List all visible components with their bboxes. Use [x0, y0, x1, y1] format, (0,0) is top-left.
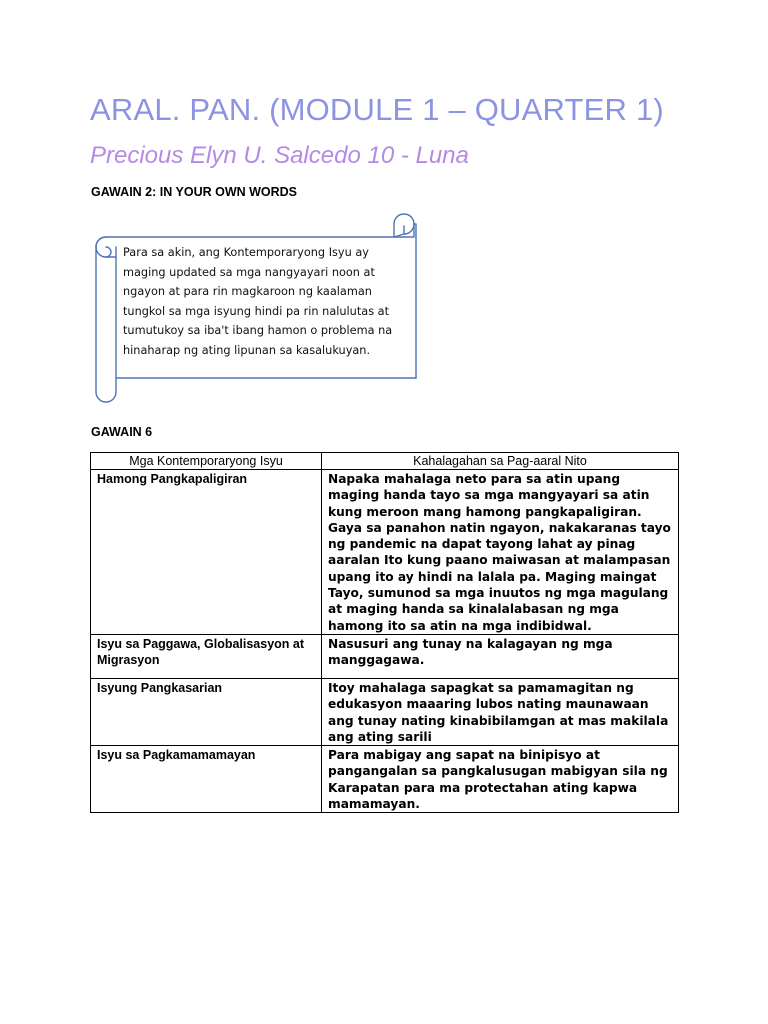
issue-cell: Isyu sa Paggawa, Globalisasyon at Migrasyon: [91, 634, 322, 678]
issue-cell: Hamong Pangkapaligiran: [91, 470, 322, 635]
importance-cell: Itoy mahalaga sapagkat sa pamamagitan ng edukasyon maaaring lubos nating maunawaan ang tunay nating kinabibilamgan at mas makilala ang ating sarili: [322, 678, 679, 745]
scroll-shape: [88, 210, 424, 410]
issues-table: [90, 452, 679, 813]
table-header-row: [91, 453, 679, 470]
page-title: ARAL. PAN. (MODULE 1 – QUARTER 1): [90, 92, 664, 127]
gawain-2-answer-text: Para sa akin, ang Kontemporaryong Isyu ay maging updated sa mga nangyayari noon at ngayon at para rin magkaroon ng kaalaman tungkol sa mga isyung hindi pa rin nalulutas at tumutukoy sa iba't ibang hamon o problema na hinaharap ng ating lipunan sa kasalukuyan.: [123, 246, 393, 357]
table-row: [91, 634, 679, 678]
issue-cell: Isyu sa Pagkamamamayan: [91, 746, 322, 813]
importance-cell: Para mabigay ang sapat na binipisyo at pangangalan sa pangkalusugan mabigyan sila ng Karapatan para ma protectahan ating kapwa mamamayan.: [322, 746, 679, 813]
table-row: [91, 678, 679, 745]
author-subtitle: Precious Elyn U. Salcedo 10 - Luna: [90, 142, 469, 169]
table-row: [91, 470, 679, 635]
issue-cell: Isyung Pangkasarian: [91, 678, 322, 745]
table-row: [91, 746, 679, 813]
column-header-issue: Mga Kontemporaryong Isyu: [91, 453, 322, 470]
column-header-importance: Kahalagahan sa Pag-aaral Nito: [322, 453, 679, 470]
gawain-2-heading: GAWAIN 2: IN YOUR OWN WORDS: [91, 185, 298, 199]
gawain-6-heading: GAWAIN 6: [91, 425, 153, 439]
importance-cell: Napaka mahalaga neto para sa atin upang maging handa tayo sa mga mangyayari sa atin kung meroon mang hamong pangkapaligiran. Gaya sa panahon natin ngayon, nakakaranas tayo ng pandemic na dapat tayong lahat ay pinag aaralan Ito kung paano maiwasan at malampasan upang ito ay hindi na lalala pa. Maging maingat Tayo, sumunod sa mga inuutos ng mga magulang at maging handa sa kinalalabasan ng mga hamong ito sa atin na mga indibidwal.: [322, 470, 679, 635]
importance-cell: Nasusuri ang tunay na kalagayan ng mga manggagawa.: [322, 634, 679, 678]
